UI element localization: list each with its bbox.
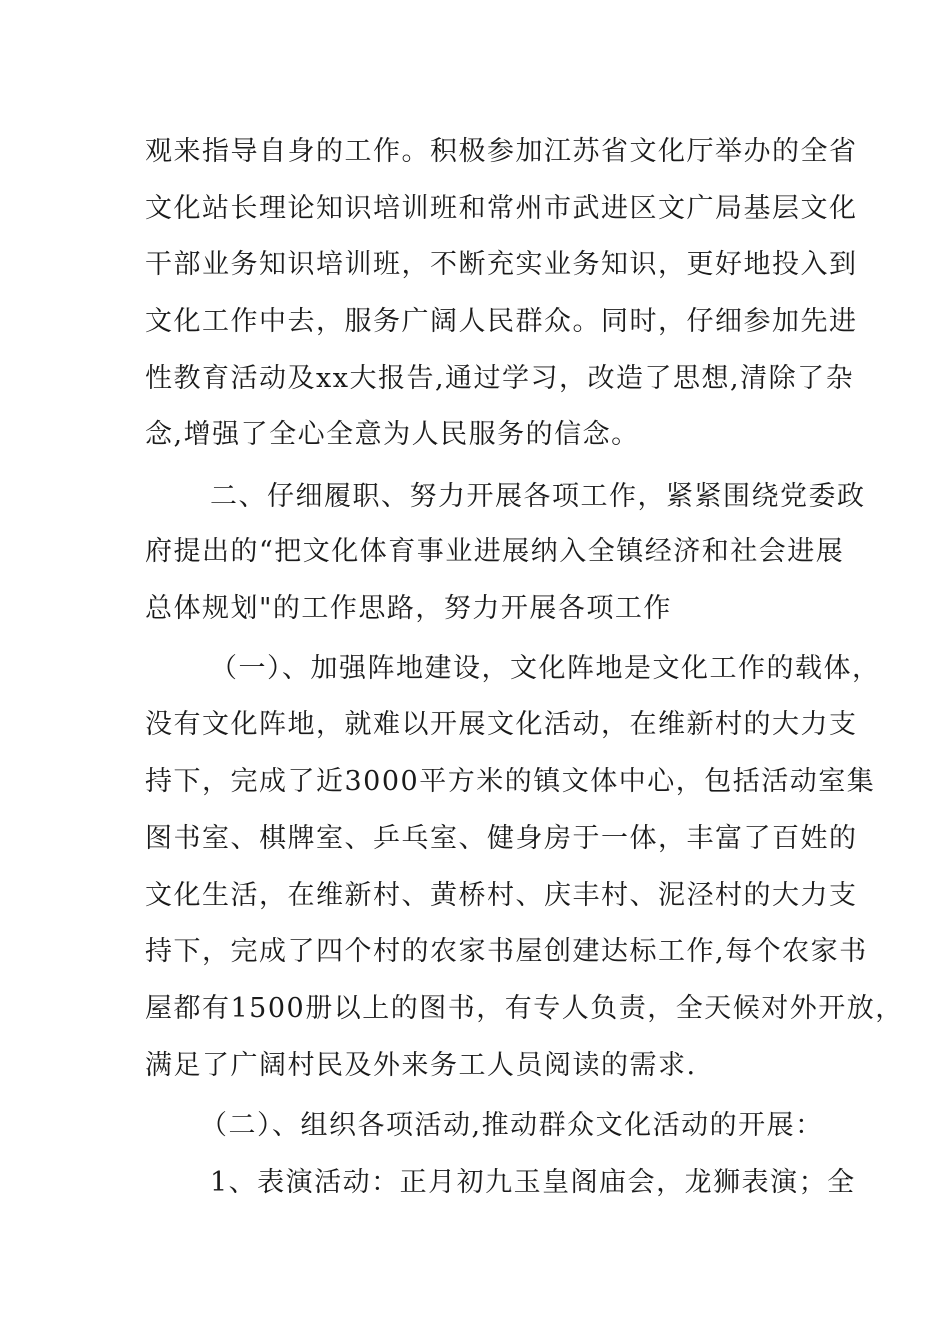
paragraph-heading: 二、仔细履职、努力开展各项工作，紧紧围绕党委政 xyxy=(210,481,866,512)
text-line: 文化生活，在维新村、黄桥村、庆丰村、泥泾村的大力支 xyxy=(145,880,858,911)
text-line: 文化工作中去，服务广阔人民群众。同时，仔细参加先进 xyxy=(145,306,858,337)
text-line: 文化站长理论知识培训班和常州市武进区文广局基层文化 xyxy=(145,193,858,224)
text-line: 屋都有1500册以上的图书，有专人负责，全天候对外开放， xyxy=(145,993,904,1024)
text-line: 持下，完成了四个村的农家书屋创建达标工作,每个农家书 xyxy=(145,936,868,967)
text-line: 府提出的“把文化体育事业进展纳入全镇经济和社会进展 xyxy=(145,536,845,567)
text-line: 满足了广阔村民及外来务工人员阅读的需求. xyxy=(145,1050,697,1081)
section-heading: （二）、组织各项活动,推动群众文化活动的开展： xyxy=(200,1110,824,1141)
list-item: 1、表演活动：正月初九玉皇阁庙会，龙狮表演；全 xyxy=(210,1167,856,1198)
text-line: 干部业务知识培训班，不断充实业务知识，更好地投入到 xyxy=(145,249,858,280)
text-line: 性教育活动及xx大报告,通过学习，改造了思想,清除了杂 xyxy=(145,363,855,394)
text-line: 总体规划"的工作思路，努力开展各项工作 xyxy=(145,593,672,624)
text-line: 图书室、棋牌室、乒乓室、健身房于一体，丰富了百姓的 xyxy=(145,823,858,854)
text-line: 念,增强了全心全意为人民服务的信念。 xyxy=(145,419,640,450)
text-line: 没有文化阵地，就难以开展文化活动，在维新村的大力支 xyxy=(145,709,858,740)
text-line: 持下，完成了近3000平方米的镇文体中心，包括活动室集 xyxy=(145,766,876,797)
section-heading: （一）、加强阵地建设，文化阵地是文化工作的载体， xyxy=(210,653,881,684)
text-line: 观来指导自身的工作。积极参加江苏省文化厅举办的全省 xyxy=(145,136,858,167)
